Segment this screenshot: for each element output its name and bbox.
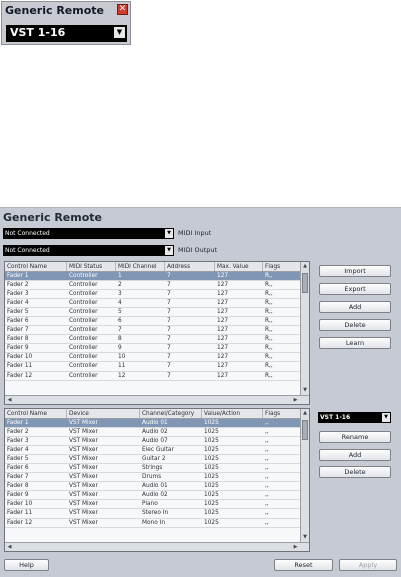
table-cell: Guitar 2: [142, 456, 166, 463]
table-row[interactable]: [5, 281, 301, 290]
table-cell: R,,: [265, 327, 273, 334]
table-cell: 4: [118, 300, 122, 307]
generic-remote-setup-panel: [0, 207, 401, 577]
export-button[interactable]: Export: [319, 283, 391, 295]
midi-output-value: Not Connected: [5, 247, 50, 254]
column-header[interactable]: MIDI Status: [67, 262, 116, 271]
table-row[interactable]: [5, 419, 301, 428]
scroll-left-icon[interactable]: ◀: [7, 397, 12, 403]
table-header: [5, 262, 301, 272]
delete-assignment-button[interactable]: Delete: [319, 466, 391, 478]
table-body: [5, 272, 301, 381]
table-cell: 1025: [204, 456, 219, 463]
device-select-value: VST 1-16: [10, 26, 66, 39]
table-cell: 2: [118, 282, 122, 289]
device-assignments-table: [4, 408, 310, 552]
table-cell: 127: [217, 300, 229, 307]
table-cell: Fader 1: [7, 273, 29, 279]
table-cell: Fader 12: [7, 519, 33, 526]
table-cell: VST Mixer: [69, 474, 98, 481]
table-cell: Fader 8: [7, 336, 29, 343]
table-cell: ,,: [265, 501, 269, 508]
chevron-down-icon[interactable]: ▼: [165, 229, 173, 238]
table-cell: 127: [217, 282, 229, 289]
scroll-up-icon[interactable]: ▲: [303, 263, 307, 269]
column-header[interactable]: Value/Action: [202, 409, 263, 418]
table-row[interactable]: [5, 464, 301, 473]
table-cell: Controller: [69, 372, 98, 379]
table-cell: 127: [217, 309, 229, 316]
table-cell: Elec Guitar: [142, 447, 174, 454]
table-cell: 127: [217, 318, 229, 325]
table-cell: 7: [167, 327, 171, 334]
table-cell: 12: [118, 372, 126, 379]
table-cell: Fader 1: [7, 420, 29, 426]
table-cell: 7: [167, 336, 171, 343]
table-cell: 127: [217, 354, 229, 361]
table-row[interactable]: [5, 290, 301, 299]
rename-button[interactable]: Rename: [319, 431, 391, 443]
table-cell: 7: [167, 282, 171, 289]
table-cell: Controller: [69, 354, 98, 361]
table-cell: 1025: [204, 519, 219, 526]
column-header[interactable]: Control Name: [5, 409, 67, 418]
table-row[interactable]: [5, 500, 301, 509]
table-cell: VST Mixer: [69, 483, 98, 490]
table-cell: VST Mixer: [69, 501, 98, 508]
table-cell: 1025: [204, 438, 219, 445]
close-icon[interactable]: ✕: [118, 4, 127, 14]
midi-controls-table: [4, 261, 310, 405]
bank-select[interactable]: [318, 412, 391, 423]
table-cell: VST Mixer: [69, 420, 98, 426]
table-cell: Fader 3: [7, 291, 29, 298]
scrollbar-thumb[interactable]: [302, 420, 308, 440]
table-cell: Mono In: [142, 519, 165, 526]
table-cell: Fader 5: [7, 309, 29, 316]
table-row[interactable]: [5, 437, 301, 446]
chevron-down-icon[interactable]: ▼: [114, 27, 125, 38]
table-cell: 7: [167, 318, 171, 325]
table-row[interactable]: [5, 353, 301, 362]
table-cell: Fader 4: [7, 300, 29, 307]
table-cell: Fader 3: [7, 438, 29, 445]
mini-panel-title: Generic Remote: [5, 4, 104, 17]
midi-input-value: Not Connected: [5, 230, 50, 237]
delete-button[interactable]: Delete: [319, 319, 391, 331]
table-cell: 7: [167, 300, 171, 307]
table-cell: Controller: [69, 363, 98, 370]
table-cell: R,,: [265, 318, 273, 325]
table-cell: Fader 7: [7, 474, 29, 481]
generic-remote-mini-panel: [1, 1, 131, 45]
add-button[interactable]: Add: [319, 301, 391, 313]
table-cell: VST Mixer: [69, 456, 98, 463]
column-header[interactable]: Control Name: [5, 262, 67, 271]
chevron-down-icon[interactable]: ▼: [165, 246, 173, 255]
table-body: [5, 419, 301, 528]
table-cell: 7: [118, 327, 122, 334]
table-cell: 1025: [204, 474, 219, 481]
table-cell: Fader 5: [7, 456, 29, 463]
table-cell: 5: [118, 309, 122, 316]
table-cell: 127: [217, 327, 229, 334]
table-cell: R,,: [265, 363, 273, 370]
table-cell: Fader 4: [7, 447, 29, 454]
table-cell: 10: [118, 354, 126, 361]
table-cell: Drums: [142, 474, 162, 481]
table-cell: ,,: [265, 438, 269, 445]
table-cell: Fader 2: [7, 429, 29, 436]
table-cell: Audio 01: [142, 420, 168, 426]
table-row[interactable]: [5, 344, 301, 353]
table-cell: 7: [167, 309, 171, 316]
table-cell: 127: [217, 291, 229, 298]
table-cell: Fader 6: [7, 318, 29, 325]
table-cell: R,,: [265, 273, 273, 279]
table-row[interactable]: [5, 299, 301, 308]
column-header[interactable]: Address: [165, 262, 215, 271]
table-cell: Controller: [69, 282, 98, 289]
table-row[interactable]: [5, 446, 301, 455]
table-row[interactable]: [5, 482, 301, 491]
table-cell: Controller: [69, 345, 98, 352]
table-cell: 1025: [204, 420, 219, 426]
scroll-right-icon[interactable]: ▶: [293, 397, 298, 403]
table-cell: Controller: [69, 309, 98, 316]
table-cell: Piano: [142, 501, 158, 508]
table-cell: ,,: [265, 474, 269, 481]
table-row[interactable]: [5, 272, 301, 281]
table-cell: Controller: [69, 273, 98, 279]
scroll-left-icon[interactable]: ◀: [7, 544, 12, 550]
table-row[interactable]: [5, 335, 301, 344]
table-cell: ,,: [265, 483, 269, 490]
table-cell: Controller: [69, 291, 98, 298]
table-cell: VST Mixer: [69, 438, 98, 445]
table-cell: 127: [217, 273, 229, 279]
table-cell: 1025: [204, 510, 219, 517]
table-cell: 7: [167, 273, 171, 279]
midi-output-select[interactable]: [3, 245, 174, 256]
table-row[interactable]: [5, 509, 301, 518]
horizontal-scrollbar[interactable]: [5, 542, 309, 551]
reset-button[interactable]: Reset: [274, 559, 333, 571]
table-cell: 3: [118, 291, 122, 298]
table-cell: Controller: [69, 327, 98, 334]
table-cell: ,,: [265, 420, 269, 426]
column-header[interactable]: Channel/Category: [140, 409, 202, 418]
vertical-scrollbar[interactable]: [300, 262, 309, 395]
learn-button[interactable]: Learn: [319, 337, 391, 349]
table-cell: R,,: [265, 354, 273, 361]
table-cell: Controller: [69, 336, 98, 343]
table-cell: 127: [217, 363, 229, 370]
table-row[interactable]: [5, 428, 301, 437]
apply-button[interactable]: Apply: [339, 559, 397, 571]
table-cell: Stereo In: [142, 510, 169, 517]
table-cell: ,,: [265, 456, 269, 463]
scrollbar-thumb[interactable]: [302, 273, 308, 293]
table-row[interactable]: [5, 519, 301, 528]
table-cell: Fader 10: [7, 354, 33, 361]
table-cell: ,,: [265, 510, 269, 517]
table-cell: Fader 9: [7, 492, 29, 499]
midi-input-label: MIDI Input: [178, 229, 212, 237]
horizontal-scrollbar[interactable]: [5, 395, 309, 404]
scroll-up-icon[interactable]: ▲: [303, 410, 307, 416]
table-cell: 1025: [204, 447, 219, 454]
table-cell: 1: [118, 273, 122, 279]
device-select[interactable]: [6, 25, 127, 42]
table-cell: Fader 9: [7, 345, 29, 352]
table-cell: 8: [118, 336, 122, 343]
table-cell: ,,: [265, 429, 269, 436]
table-cell: 127: [217, 372, 229, 379]
table-cell: VST Mixer: [69, 465, 98, 472]
table-cell: Controller: [69, 300, 98, 307]
table-row[interactable]: [5, 326, 301, 335]
vertical-scrollbar[interactable]: [300, 409, 309, 542]
table-cell: Fader 7: [7, 327, 29, 334]
column-header[interactable]: Flags: [263, 409, 301, 418]
table-cell: R,,: [265, 309, 273, 316]
table-cell: R,,: [265, 336, 273, 343]
panel-title: Generic Remote: [3, 211, 102, 224]
table-cell: ,,: [265, 465, 269, 472]
column-header[interactable]: MIDI Channel: [116, 262, 165, 271]
table-cell: R,,: [265, 282, 273, 289]
table-cell: VST Mixer: [69, 519, 98, 526]
table-cell: Fader 11: [7, 363, 33, 370]
table-row[interactable]: [5, 473, 301, 482]
table-cell: VST Mixer: [69, 492, 98, 499]
table-cell: R,,: [265, 300, 273, 307]
table-cell: Fader 10: [7, 501, 33, 508]
table-cell: 7: [167, 363, 171, 370]
help-button[interactable]: Help: [4, 559, 49, 571]
table-cell: Fader 8: [7, 483, 29, 490]
table-row[interactable]: [5, 372, 301, 381]
table-cell: 7: [167, 372, 171, 379]
table-cell: Fader 6: [7, 465, 29, 472]
scroll-right-icon[interactable]: ▶: [293, 544, 298, 550]
table-row[interactable]: [5, 308, 301, 317]
table-cell: 1025: [204, 492, 219, 499]
table-cell: Audio 07: [142, 438, 168, 445]
table-cell: 1025: [204, 429, 219, 436]
table-cell: 7: [167, 291, 171, 298]
table-cell: R,,: [265, 372, 273, 379]
table-cell: Fader 2: [7, 282, 29, 289]
scroll-down-icon[interactable]: ▼: [303, 534, 307, 540]
table-cell: VST Mixer: [69, 510, 98, 517]
table-row[interactable]: [5, 362, 301, 371]
table-cell: VST Mixer: [69, 447, 98, 454]
table-cell: 1025: [204, 501, 219, 508]
midi-input-select[interactable]: [3, 228, 174, 239]
table-cell: Strings: [142, 465, 163, 472]
table-row[interactable]: [5, 317, 301, 326]
table-cell: 11: [118, 363, 126, 370]
table-cell: 127: [217, 345, 229, 352]
column-header[interactable]: Flags: [263, 262, 301, 271]
table-cell: ,,: [265, 519, 269, 526]
bank-select-value: VST 1-16: [320, 414, 351, 421]
table-cell: VST Mixer: [69, 429, 98, 436]
add-assignment-button[interactable]: Add: [319, 449, 391, 461]
table-cell: ,,: [265, 447, 269, 454]
chevron-down-icon[interactable]: ▼: [382, 413, 390, 422]
table-cell: 6: [118, 318, 122, 325]
table-cell: R,,: [265, 291, 273, 298]
table-cell: 1025: [204, 483, 219, 490]
column-header[interactable]: Max. Value: [215, 262, 263, 271]
table-cell: Audio 02: [142, 492, 168, 499]
table-cell: 7: [167, 345, 171, 352]
scroll-down-icon[interactable]: ▼: [303, 387, 307, 393]
table-cell: Audio 01: [142, 483, 168, 490]
table-cell: Controller: [69, 318, 98, 325]
table-cell: Fader 12: [7, 372, 33, 379]
midi-output-label: MIDI Output: [178, 246, 218, 254]
table-cell: Fader 11: [7, 510, 33, 517]
table-cell: ,,: [265, 492, 269, 499]
table-cell: 1025: [204, 465, 219, 472]
table-row[interactable]: [5, 491, 301, 500]
import-button[interactable]: Import: [319, 265, 391, 277]
table-cell: Audio 02: [142, 429, 168, 436]
table-header: [5, 409, 301, 419]
table-row[interactable]: [5, 455, 301, 464]
table-cell: R,,: [265, 345, 273, 352]
column-header[interactable]: Device: [67, 409, 140, 418]
table-cell: 127: [217, 336, 229, 343]
table-cell: 9: [118, 345, 122, 352]
table-cell: 7: [167, 354, 171, 361]
